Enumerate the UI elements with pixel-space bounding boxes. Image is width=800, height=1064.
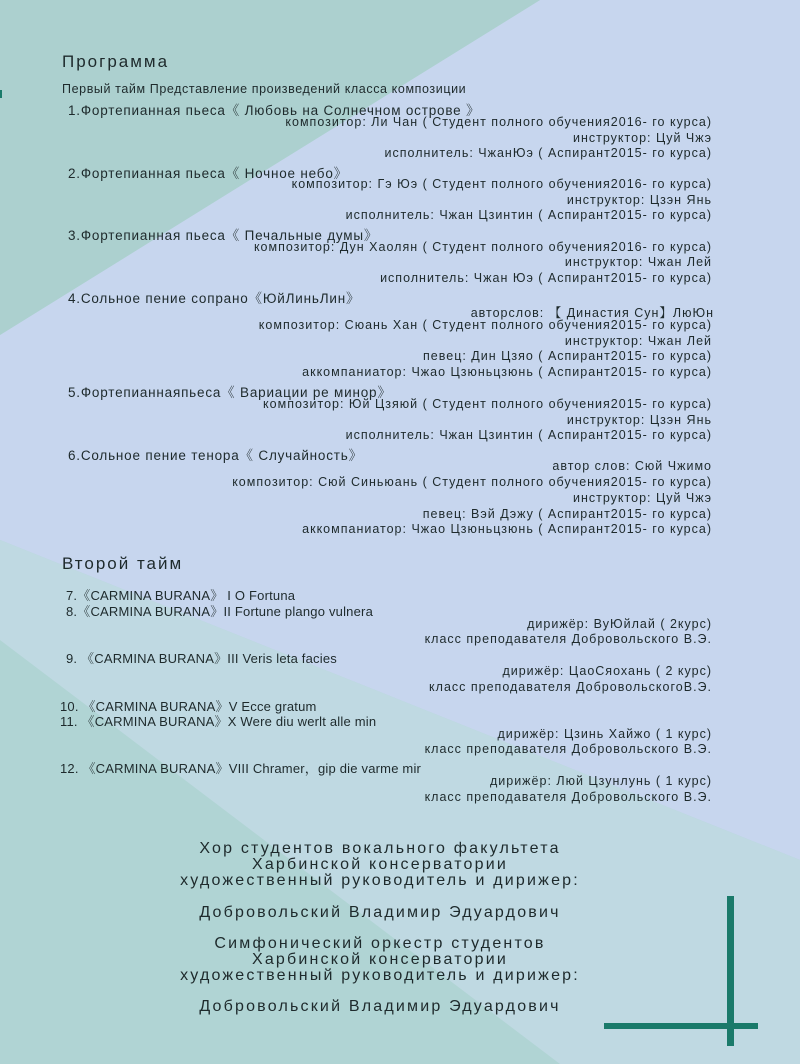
work-8-class: класс преподавателя Добровольского В.Э. [424, 632, 712, 646]
second-half-heading: Второй тайм [62, 554, 184, 573]
item-1-performer: исполнитель: ЧжанЮэ ( Аспирант2015- го курса) [384, 146, 712, 160]
item-5-instructor: инструктор: Цзэн Янь [566, 413, 712, 427]
item-2-composer: композитор: Гэ Юэ ( Студент полного обучения2016- го курса) [291, 177, 712, 191]
item-3-title: 3.Фортепианная пьеса《 Печальные думы》 [68, 228, 379, 243]
choir-line-1: Хор студентов вокального факультета [199, 840, 561, 857]
item-5-title: 5.Фортепианнаяпьеса《 Вариации ре минор》 [68, 385, 392, 400]
item-6-lyricist: автор слов: Сюй Чжимо [552, 459, 712, 473]
item-5-composer: композитор: Юй Цзяюй ( Студент полного обучения2015- го курса) [263, 397, 712, 411]
work-12: 12. 《CARMINA BURANA》VIII Chramer，gip die varme mir [60, 761, 422, 776]
item-2-instructor: инструктор: Цзэн Янь [566, 193, 712, 207]
item-3-composer: композитор: Дун Хаолян ( Студент полного обучения2016- го курса) [253, 240, 712, 254]
orchestra-line-2: Харбинской консерватории [251, 951, 509, 968]
choir-line-2: Харбинской консерватории [251, 856, 509, 873]
item-6-title: 6.Сольное пение тенора《 Случайность》 [68, 448, 363, 463]
work-7: 7.《CARMINA BURANA》 I O Fortuna [66, 588, 296, 603]
item-3-instructor: инструктор: Чжан Лей [564, 255, 712, 269]
item-2-title: 2.Фортепианная пьеса《 Ночное небо》 [68, 166, 348, 181]
item-6-composer: композитор: Сюй Синьюань ( Студент полного обучения2015- го курса) [232, 475, 712, 489]
choir-line-3: художественный руководитель и дирижер: [180, 872, 580, 889]
decorative-horizontal-bar [604, 1023, 758, 1029]
work-9-class: класс преподавателя ДобровольскогоВ.Э. [429, 680, 712, 694]
item-2-performer: исполнитель: Чжан Цзинтин ( Аспирант2015- го курса) [345, 208, 712, 222]
work-8: 8.《CARMINA BURANA》II Fortune plango vulnera [66, 604, 373, 619]
item-6-instructor: инструктор: Цуй Чжэ [573, 491, 712, 505]
item-3-performer: исполнитель: Чжан Юэ ( Аспирант2015- го курса) [380, 271, 712, 285]
work-12-class: класс преподавателя Добровольского В.Э. [424, 790, 712, 804]
item-4-composer: композитор: Сюань Хан ( Студент полного обучения2015- го курса) [258, 318, 712, 332]
orchestra-line-1: Симфонический оркестр студентов [214, 935, 546, 952]
work-9-conductor: дирижёр: ЦаоСяохань ( 2 курс) [502, 664, 712, 678]
work-9: 9. 《CARMINA BURANA》III Veris leta facies [66, 651, 337, 666]
work-8-conductor: дирижёр: ВуЮйлай ( 2курс) [527, 617, 712, 631]
work-11: 11. 《CARMINA BURANA》X Were diu werlt alle min [60, 714, 377, 729]
item-4-accompanist: аккомпаниатор: Чжао Цзюньцзюнь ( Аспирант2015- го курса) [302, 365, 712, 379]
item-4-instructor: инструктор: Чжан Лей [564, 334, 712, 348]
work-10: 10. 《CARMINA BURANA》V Ecce gratum [60, 699, 317, 714]
choir-director: Добровольский Владимир Эдуардович [199, 904, 561, 921]
item-1-title: 1.Фортепианная пьеса《 Любовь на Солнечном острове 》 [68, 103, 481, 118]
program-heading: Программа [62, 52, 170, 71]
first-half-heading: Первый тайм Представление произведений класса композиции [62, 82, 467, 96]
work-11-class: класс преподавателя Добровольского В.Э. [424, 742, 712, 756]
item-1-instructor: инструктор: Цуй Чжэ [573, 131, 712, 145]
item-6-singer: певец: Вэй Дэжу ( Аспирант2015- го курса) [422, 507, 712, 521]
work-11-conductor: дирижёр: Цзинь Хайжо ( 1 курс) [497, 727, 712, 741]
item-1-composer: композитор: Ли Чан ( Студент полного обучения2016- го курса) [285, 115, 712, 129]
decorative-left-tick [0, 90, 2, 98]
orchestra-line-3: художественный руководитель и дирижер: [180, 967, 580, 984]
item-6-accompanist: аккомпаниатор: Чжао Цзюньцзюнь ( Аспирант2015- го курса) [302, 522, 712, 536]
item-4-singer: певец: Дин Цзяо ( Аспирант2015- го курса) [423, 349, 712, 363]
item-5-performer: исполнитель: Чжан Цзинтин ( Аспирант2015- го курса) [345, 428, 712, 442]
item-4-title: 4.Сольное пение сопрано《ЮйЛиньЛин》 [68, 291, 361, 306]
orchestra-director: Добровольский Владимир Эдуардович [199, 998, 561, 1015]
item-4-lyricist: авторслов: 【 Династия Сун】ЛюЮн [470, 306, 714, 320]
work-12-conductor: дирижёр: Люй Цзунлунь ( 1 курс) [489, 774, 712, 788]
